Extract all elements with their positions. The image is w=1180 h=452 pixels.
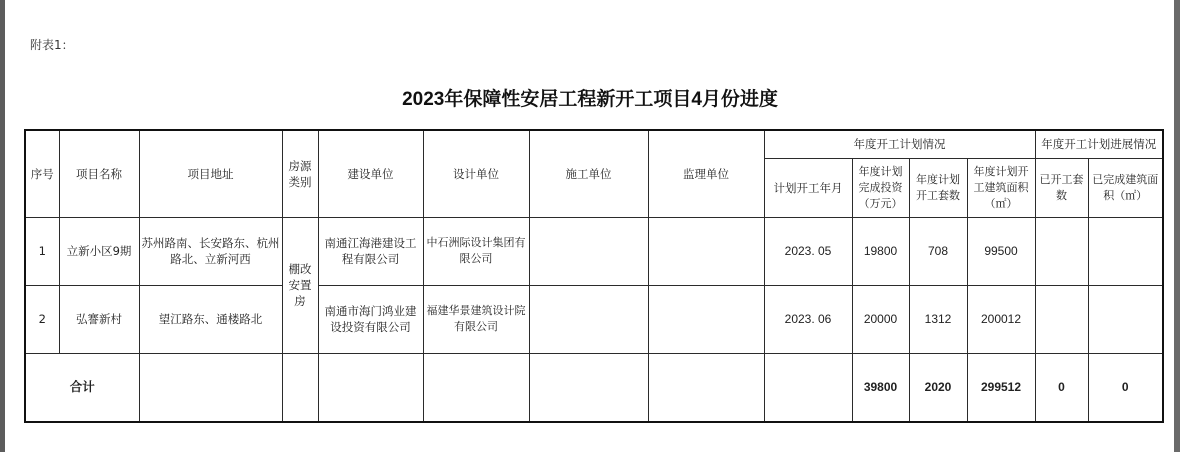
table-row [25, 285, 1163, 353]
header-name: 项目名称 [59, 130, 139, 217]
header-group-progress: 年度开工计划进展情况 [1035, 130, 1163, 158]
total-plan-investment: 39800 [852, 353, 909, 422]
window-left-edge [0, 0, 5, 452]
row-name: 弘謇新村 [59, 285, 139, 353]
header-designer: 设计单位 [423, 130, 529, 217]
header-builder: 建设单位 [318, 130, 423, 217]
row-supervisor [648, 217, 764, 285]
window-right-edge [1174, 0, 1180, 452]
total-empty-designer [423, 353, 529, 422]
header-plan-investment: 年度计划完成投资（万元） [852, 158, 909, 217]
total-plan-area: 299512 [967, 353, 1035, 422]
progress-table [24, 129, 1164, 423]
header-plan-units: 年度计划开工套数 [909, 158, 967, 217]
table-header-group-row [25, 130, 1163, 158]
row-designer: 中石洲际设计集团有限公司 [423, 217, 529, 285]
row-designer: 福建华景建筑设计院有限公司 [423, 285, 529, 353]
row-name: 立新小区9期 [59, 217, 139, 285]
total-started-units: 0 [1035, 353, 1088, 422]
row-plan-month: 2023. 06 [764, 285, 852, 353]
row-plan-area: 99500 [967, 217, 1035, 285]
total-completed-area: 0 [1088, 353, 1163, 422]
total-empty-month [764, 353, 852, 422]
row-seq: 2 [25, 285, 59, 353]
row-builder: 南通市海门鸿业建设投资有限公司 [318, 285, 423, 353]
header-completed-area: 已完成建筑面积（㎡） [1088, 158, 1163, 217]
row-completed-area [1088, 285, 1163, 353]
row-builder: 南通江海港建设工程有限公司 [318, 217, 423, 285]
total-empty-supervisor [648, 353, 764, 422]
row-plan-area: 200012 [967, 285, 1035, 353]
header-plan-month: 计划开工年月 [764, 158, 852, 217]
row-completed-area [1088, 217, 1163, 285]
header-supervisor: 监理单位 [648, 130, 764, 217]
row-started-units [1035, 285, 1088, 353]
total-empty-constructor [529, 353, 648, 422]
row-seq: 1 [25, 217, 59, 285]
row-constructor [529, 217, 648, 285]
row-address: 望江路东、通楼路北 [139, 285, 282, 353]
table-row [25, 217, 1163, 285]
row-address: 苏州路南、长安路东、杭州路北、立新河西 [139, 217, 282, 285]
total-label: 合计 [25, 353, 139, 422]
header-plan-area: 年度计划开工建筑面积（㎡） [967, 158, 1035, 217]
row-supervisor [648, 285, 764, 353]
total-empty-housing [282, 353, 318, 422]
page-title: 2023年保障性安居工程新开工项目4月份进度 [402, 89, 778, 110]
row-plan-month: 2023. 05 [764, 217, 852, 285]
row-housing-type: 棚改安置房 [282, 217, 318, 353]
header-constructor: 施工单位 [529, 130, 648, 217]
header-address: 项目地址 [139, 130, 282, 217]
header-seq: 序号 [25, 130, 59, 217]
row-constructor [529, 285, 648, 353]
header-group-plan: 年度开工计划情况 [764, 130, 1035, 158]
header-started-units: 已开工套数 [1035, 158, 1088, 217]
row-plan-investment: 20000 [852, 285, 909, 353]
header-housing-type: 房源类别 [282, 130, 318, 217]
total-plan-units: 2020 [909, 353, 967, 422]
total-row [25, 353, 1163, 422]
row-plan-units: 1312 [909, 285, 967, 353]
total-empty-builder [318, 353, 423, 422]
total-empty-address [139, 353, 282, 422]
row-plan-investment: 19800 [852, 217, 909, 285]
row-started-units [1035, 217, 1088, 285]
attachment-label: 附表1： [30, 38, 74, 52]
row-plan-units: 708 [909, 217, 967, 285]
